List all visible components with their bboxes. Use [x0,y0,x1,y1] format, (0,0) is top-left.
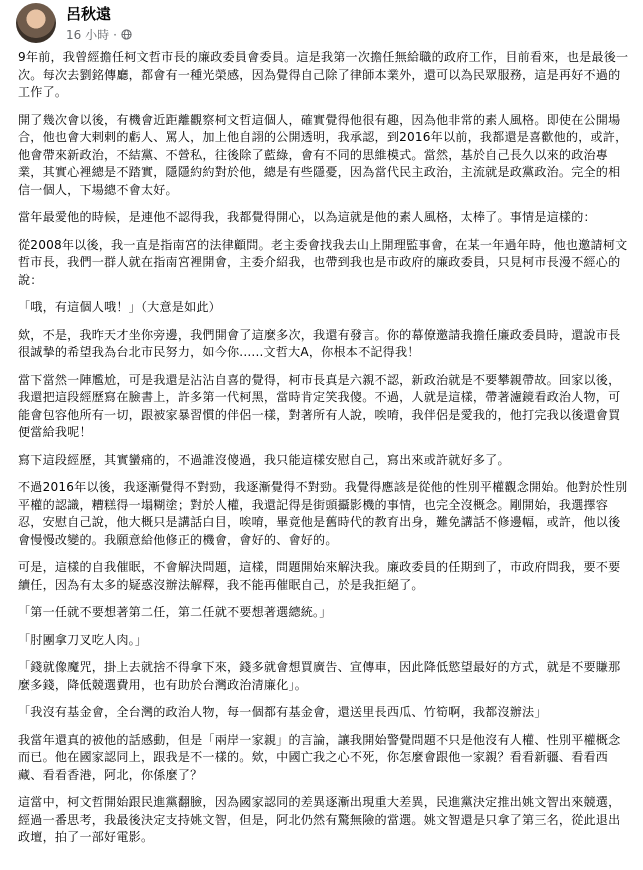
post-paragraph: 「我沒有基金會，全台灣的政治人物，每一個都有基金會，還送里長西瓜、竹筍啊，我都沒辦法」 [18,705,547,719]
post-paragraph: 寫下這段經歷，其實蠻痛的，不過誰沒傻過，我只能這樣安慰自己，寫出來或許就好多了。 [18,452,510,467]
post-paragraph: 不過2016年以後，我逐漸覺得不對勁，我逐漸覺得不對勁。我覺得應該是從他的性別平權觀念開始。他對於性別平權的認識，糟糕得一塌糊塗；對於人權，我還記得是街頭攝影機的事情，也完全沒概念。剛開始，我選擇容忍，安慰自己說，他大概只是講話白目，唉唷，畢竟他是舊時代的教育出身，難免講話不修邊幅，或許，他以後會慢慢改變的。我願意給他修正的機會，會好的、會好的。 [18,480,628,547]
post-paragraph: 可是，這樣的自我催眠，不會解決問題，這樣，問題開始來解決我。廉政委員的任期到了，市政府問我，要不要續任，因為有太多的疑惑沒辦法解釋，我不能再催眠自己，於是我拒絕了。 [18,560,621,592]
post-meta [66,26,132,43]
post-paragraph: 「錢就像魔咒，掛上去就捨不得拿下來，錢多就會想買廣告、宣傳車，因此降低慾望最好的方式，就是不要賺那麼多錢，降低競選費用，也有助於台灣政治清廉化」。 [18,660,621,692]
meta-separator: · [113,27,117,42]
author-name[interactable]: 呂秋遠 [66,5,112,23]
globe-icon[interactable] [121,29,132,40]
post-body [18,49,630,857]
post-paragraph: 9年前，我曾經擔任柯文哲市長的廉政委員會委員。這是我第一次擔任無給職的政府工作，目前看來，也是最後一次。每次去劉銘傳廳，都會有一種光榮感，因為覺得自己除了律師本業外，還可以為民眾服務，這是再好不過的工作了。 [18,50,629,99]
post-paragraph: 當下當然一陣尷尬，可是我還是沾沾自喜的覺得，柯市長真是六親不認，新政治就是不要攀親帶故。回家以後，我還把這段經歷寫在臉書上，許多第一代柯黑，當時肯定笑我傻。不過，人就是這樣，帶著濾鏡看政治人物，可能會包容他所有一切，跟被家暴習慣的伴侶一樣，對著所有人說，唉唷，我伴侶是愛我的，他打完我以後還會買便當給我呢！ [18,372,621,439]
post-paragraph: 「第一任就不要想著第二任，第二任就不要想著選總統。」 [18,605,332,619]
post-paragraph: 這當中，柯文哲開始跟民進黨翻臉，因為國家認同的差異逐漸出現重大差異，民進黨決定推出姚文智出來競選，經過一番思考，我最後決定支持姚文智，但是，阿北仍然有驚無險的當選。姚文智還是只拿了第三名，從此退出政壇，拍了一部好電影。 [18,795,621,844]
post-paragraph: 開了幾次會以後，有機會近距離觀察柯文哲這個人，確實覺得他很有趣，因為他非常的素人風格。即使在公開場合，他也會大剌剌的虧人、罵人，加上他自詡的公開透明，我承認，到2016年以前，我都還是喜歡他的，或許，他會帶來新政治，不結黨、不營私，往後除了藍綠，會有不同的思維模式。當然，基於自己長久以來的政治專業，其實心裡總是不踏實，隱隱約約對於他，總是有些隱憂，因為當代民主政治，主流就是政黨政治。完全的相信一個人，下場總不會太好。 [18,112,628,197]
post-paragraph: 從2008年以後，我一直是指南宮的法律顧問。老主委會找我去山上開理監事會，在某一年過年時，他也邀請柯文哲市長，我們一群人就在指南宮裡開會，主委介紹我，也帶到我也是市政府的廉政委員，只見柯市長漫不經心的說： [18,237,628,287]
post-time[interactable]: 16 小時 [66,28,110,42]
post-paragraph: 「肘團拿刀叉吃人肉。」 [18,632,148,647]
post-paragraph: 我當年還真的被他的話感動，但是「兩岸一家親」的言論，讓我開始警覺問題不只是他沒有人權、性別平權概念而已。他在國家認同上，跟我是不一樣的。欸，中國亡我之心不死，你怎麼會跟他一家親？看看新疆、看看西藏、看看香港，阿北，你係麼了？ [18,732,621,782]
avatar[interactable] [16,3,56,43]
post-paragraph: 當年最愛他的時候，是連他不認得我，我都覺得開心，以為這就是他的素人風格，太棒了。事情是這樣的： [18,210,596,224]
post-header [0,0,643,48]
post-paragraph: 欸，不是，我昨天才坐你旁邊，我們開會了這麼多次，我還有發言。你的幕僚邀請我擔任廉政委員時，還說市長很誠摯的希望我為台北市民努力，如今你......文哲大A，你根本不記得我！ [18,327,621,359]
post-paragraph: 「哦，有這個人哦！」（大意是如此） [18,300,221,314]
